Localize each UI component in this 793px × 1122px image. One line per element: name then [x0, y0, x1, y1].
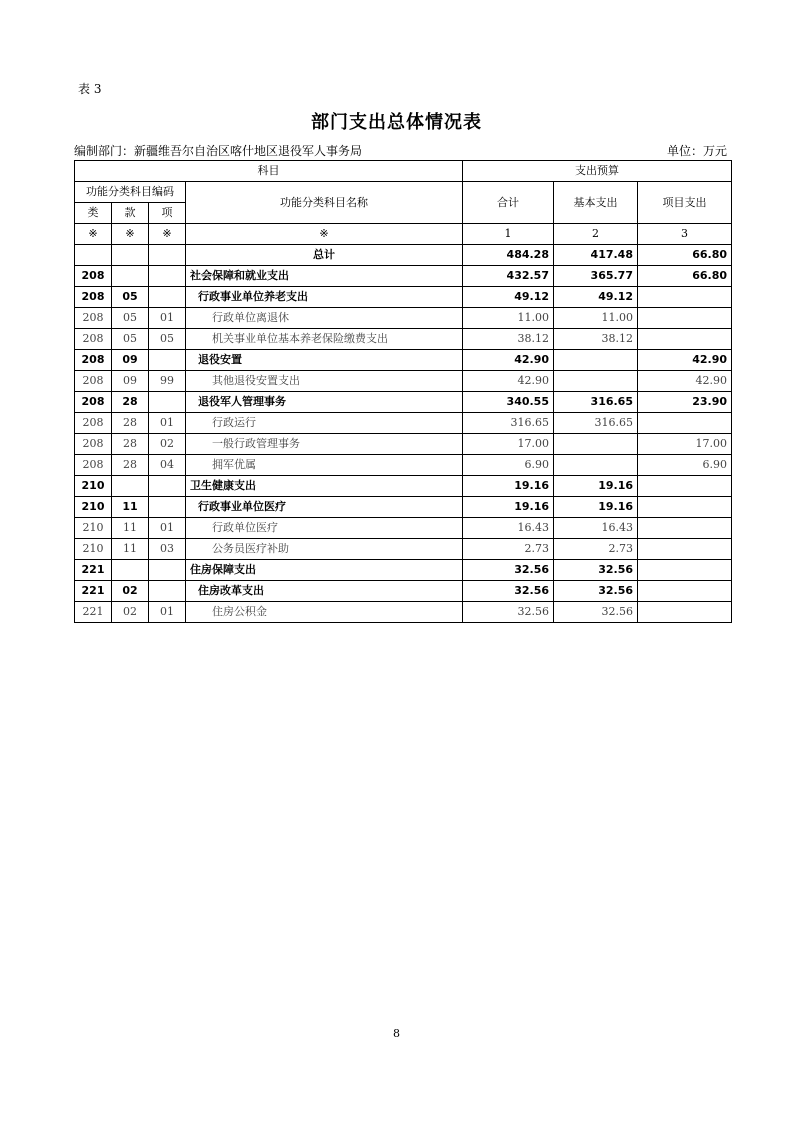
cell-basic: 32.56 [554, 560, 638, 581]
cell-basic: 38.12 [554, 329, 638, 350]
cell-basic: 19.16 [554, 476, 638, 497]
expenditure-table [74, 160, 732, 623]
header-name: 功能分类科目名称 [186, 182, 463, 224]
table-row [75, 329, 732, 350]
cell-total: 432.57 [463, 266, 554, 287]
cell-name: 卫生健康支出 [186, 476, 463, 497]
cell-total: 32.56 [463, 581, 554, 602]
table-label: 表 3 [78, 82, 102, 96]
cell-section: 09 [112, 371, 149, 392]
cell-class [75, 245, 112, 266]
cell-class: 208 [75, 434, 112, 455]
cell-project: 23.90 [638, 392, 732, 413]
cell-name: 社会保障和就业支出 [186, 266, 463, 287]
cell-item: 02 [149, 434, 186, 455]
cell-total: 19.16 [463, 497, 554, 518]
cell-name: 总计 [186, 245, 463, 266]
cell-name: 住房改革支出 [186, 581, 463, 602]
cell-name: 行政单位离退休 [186, 308, 463, 329]
cell-section: 11 [112, 518, 149, 539]
cell-total: 11.00 [463, 308, 554, 329]
cell-project [638, 413, 732, 434]
cell-item [149, 392, 186, 413]
header-total: 合计 [463, 182, 554, 224]
cell-class: 208 [75, 392, 112, 413]
header-subject: 科目 [75, 161, 463, 182]
cell-basic: 49.12 [554, 287, 638, 308]
cell-project [638, 560, 732, 581]
cell-total: 2.73 [463, 539, 554, 560]
cell-basic [554, 434, 638, 455]
cell-class: 208 [75, 413, 112, 434]
header-mark-section: ※ [112, 224, 149, 245]
cell-basic: 19.16 [554, 497, 638, 518]
cell-section: 09 [112, 350, 149, 371]
cell-class: 208 [75, 308, 112, 329]
cell-project [638, 581, 732, 602]
cell-total: 484.28 [463, 245, 554, 266]
cell-name: 行政事业单位养老支出 [186, 287, 463, 308]
cell-total: 38.12 [463, 329, 554, 350]
cell-name: 机关事业单位基本养老保险缴费支出 [186, 329, 463, 350]
cell-name: 行政事业单位医疗 [186, 497, 463, 518]
cell-section: 28 [112, 413, 149, 434]
cell-class: 208 [75, 371, 112, 392]
cell-total: 32.56 [463, 602, 554, 623]
unit-label: 单位：万元 [666, 144, 727, 158]
cell-section: 02 [112, 581, 149, 602]
header-mark-item: ※ [149, 224, 186, 245]
header-col3: 3 [638, 224, 732, 245]
cell-item [149, 497, 186, 518]
cell-class: 208 [75, 266, 112, 287]
cell-class: 210 [75, 497, 112, 518]
table-row [75, 392, 732, 413]
cell-basic: 316.65 [554, 392, 638, 413]
cell-item: 04 [149, 455, 186, 476]
cell-item [149, 476, 186, 497]
header-row-4 [75, 224, 732, 245]
header-item: 项 [149, 203, 186, 224]
cell-section: 11 [112, 497, 149, 518]
cell-section: 05 [112, 329, 149, 350]
cell-section: 28 [112, 434, 149, 455]
cell-section: 05 [112, 308, 149, 329]
table-row [75, 287, 732, 308]
cell-item: 03 [149, 539, 186, 560]
cell-name: 其他退役安置支出 [186, 371, 463, 392]
cell-basic: 11.00 [554, 308, 638, 329]
cell-total: 6.90 [463, 455, 554, 476]
cell-item: 01 [149, 518, 186, 539]
page-title: 部门支出总体情况表 [311, 112, 482, 133]
cell-project [638, 497, 732, 518]
cell-section [112, 266, 149, 287]
cell-basic: 316.65 [554, 413, 638, 434]
table-row [75, 455, 732, 476]
cell-name: 退役安置 [186, 350, 463, 371]
cell-class: 210 [75, 476, 112, 497]
cell-item [149, 287, 186, 308]
cell-basic [554, 371, 638, 392]
cell-section: 28 [112, 392, 149, 413]
table-row [75, 308, 732, 329]
department-label: 编制部门：新疆维吾尔自治区喀什地区退役军人事务局 [74, 144, 363, 158]
cell-basic: 365.77 [554, 266, 638, 287]
cell-class: 208 [75, 350, 112, 371]
cell-project [638, 518, 732, 539]
cell-name: 住房公积金 [186, 602, 463, 623]
header-section: 款 [112, 203, 149, 224]
cell-total: 17.00 [463, 434, 554, 455]
cell-total: 340.55 [463, 392, 554, 413]
cell-project: 66.80 [638, 266, 732, 287]
cell-basic: 16.43 [554, 518, 638, 539]
cell-item [149, 245, 186, 266]
cell-item: 99 [149, 371, 186, 392]
cell-project: 42.90 [638, 350, 732, 371]
cell-name: 行政运行 [186, 413, 463, 434]
table-row [75, 581, 732, 602]
cell-class: 221 [75, 581, 112, 602]
cell-basic: 417.48 [554, 245, 638, 266]
cell-class: 208 [75, 455, 112, 476]
cell-name: 行政单位医疗 [186, 518, 463, 539]
cell-item [149, 581, 186, 602]
table-row [75, 497, 732, 518]
header-mark-class: ※ [75, 224, 112, 245]
cell-item: 05 [149, 329, 186, 350]
header-code-group: 功能分类科目编码 [75, 182, 186, 203]
cell-total: 32.56 [463, 560, 554, 581]
cell-name: 住房保障支出 [186, 560, 463, 581]
table-row [75, 350, 732, 371]
table-row [75, 266, 732, 287]
cell-name: 退役军人管理事务 [186, 392, 463, 413]
cell-total: 49.12 [463, 287, 554, 308]
cell-section [112, 476, 149, 497]
cell-total: 16.43 [463, 518, 554, 539]
header-class: 类 [75, 203, 112, 224]
cell-class: 210 [75, 518, 112, 539]
header-budget: 支出预算 [463, 161, 732, 182]
cell-project [638, 476, 732, 497]
cell-item: 01 [149, 602, 186, 623]
table-row [75, 476, 732, 497]
cell-class: 221 [75, 602, 112, 623]
cell-basic: 32.56 [554, 602, 638, 623]
cell-project [638, 539, 732, 560]
cell-item: 01 [149, 308, 186, 329]
cell-project: 6.90 [638, 455, 732, 476]
cell-total: 19.16 [463, 476, 554, 497]
table-row [75, 539, 732, 560]
header-basic: 基本支出 [554, 182, 638, 224]
header-row-2 [75, 182, 732, 203]
cell-section [112, 560, 149, 581]
header-mark-name: ※ [186, 224, 463, 245]
cell-item [149, 350, 186, 371]
cell-class: 208 [75, 329, 112, 350]
cell-basic [554, 350, 638, 371]
table-row [75, 518, 732, 539]
cell-project: 17.00 [638, 434, 732, 455]
cell-project [638, 602, 732, 623]
cell-section: 28 [112, 455, 149, 476]
cell-basic: 2.73 [554, 539, 638, 560]
header-row-1 [75, 161, 732, 182]
cell-name: 拥军优属 [186, 455, 463, 476]
cell-project [638, 287, 732, 308]
table-row [75, 413, 732, 434]
cell-class: 221 [75, 560, 112, 581]
header-col2: 2 [554, 224, 638, 245]
cell-section: 05 [112, 287, 149, 308]
cell-project: 42.90 [638, 371, 732, 392]
page-number: 8 [393, 1027, 400, 1040]
table-row [75, 560, 732, 581]
cell-name: 公务员医疗补助 [186, 539, 463, 560]
header-project: 项目支出 [638, 182, 732, 224]
cell-section: 02 [112, 602, 149, 623]
cell-class: 210 [75, 539, 112, 560]
cell-project [638, 308, 732, 329]
cell-total: 42.90 [463, 350, 554, 371]
table-row [75, 245, 732, 266]
cell-project [638, 329, 732, 350]
cell-section [112, 245, 149, 266]
cell-total: 316.65 [463, 413, 554, 434]
cell-class: 208 [75, 287, 112, 308]
cell-name: 一般行政管理事务 [186, 434, 463, 455]
header-col1: 1 [463, 224, 554, 245]
cell-item [149, 560, 186, 581]
cell-total: 42.90 [463, 371, 554, 392]
table-row [75, 434, 732, 455]
cell-item: 01 [149, 413, 186, 434]
cell-section: 11 [112, 539, 149, 560]
cell-basic: 32.56 [554, 581, 638, 602]
cell-project: 66.80 [638, 245, 732, 266]
table-row [75, 371, 732, 392]
cell-item [149, 266, 186, 287]
cell-basic [554, 455, 638, 476]
table-row [75, 602, 732, 623]
